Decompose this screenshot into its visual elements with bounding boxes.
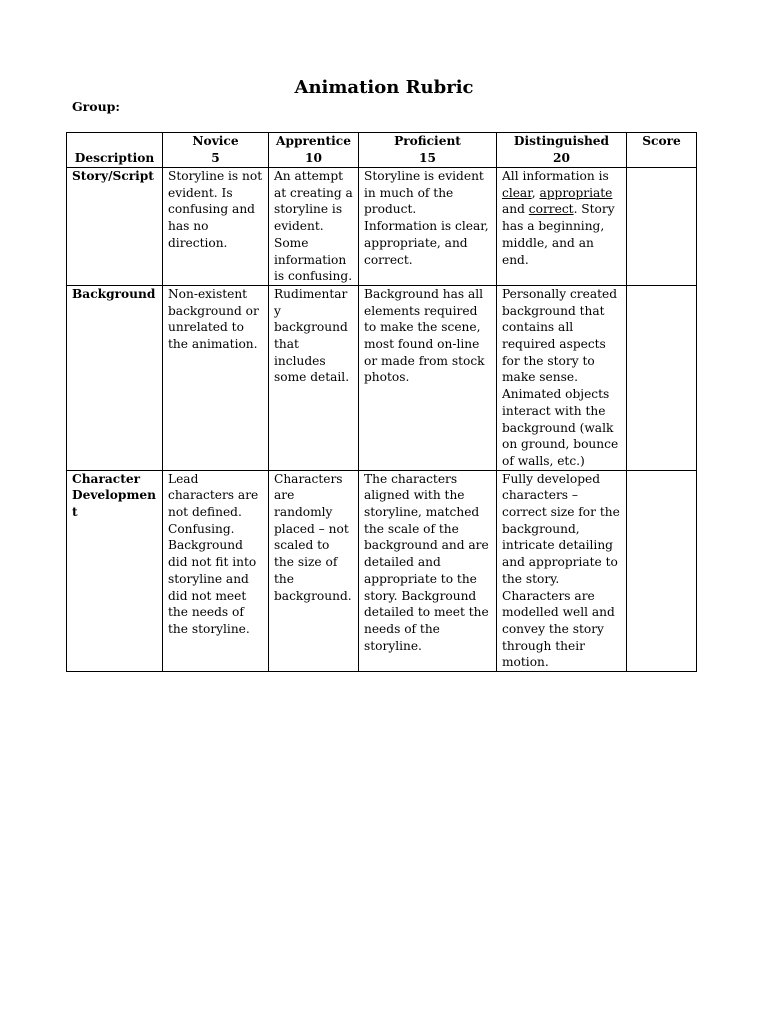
header-proficient	[359, 133, 497, 168]
cell-proficient: The characters aligned with the storyline, matched the scale of the background and are detailed and appropriate to the story. Background detailed to meet the needs of the storyline.	[359, 470, 497, 671]
header-distinguished-points: 20	[553, 150, 570, 165]
header-score: Score	[627, 133, 697, 168]
header-proficient-points: 15	[419, 150, 436, 165]
header-description: Description	[67, 133, 163, 168]
cell-score[interactable]	[627, 168, 697, 286]
underlined-word-clear: clear	[502, 185, 532, 200]
header-novice	[163, 133, 269, 168]
header-apprentice-name: Apprentice	[276, 134, 351, 148]
text-part: All information is	[502, 169, 609, 183]
header-apprentice	[269, 133, 359, 168]
row-label-character-development: Character Development	[67, 470, 163, 671]
table-row-story-script	[67, 168, 697, 286]
header-distinguished	[497, 133, 627, 168]
table-row-character-development	[67, 470, 697, 671]
group-label: Group:	[72, 99, 121, 114]
text-part: ,	[531, 185, 540, 200]
header-distinguished-name: Distinguished	[513, 134, 610, 148]
row-label-background: Background	[67, 285, 163, 470]
cell-apprentice: An attempt at creating a storyline is evident. Some information is confusing.	[269, 168, 359, 286]
rubric-table	[66, 132, 697, 672]
cell-score[interactable]	[627, 470, 697, 671]
cell-apprentice: Characters are randomly placed – not scaled to the size of the background.	[269, 470, 359, 671]
cell-novice: Lead characters are not defined. Confusing. Background did not fit into storyline and did not meet the needs of the storyline.	[163, 470, 269, 671]
header-novice-name: Novice	[192, 134, 239, 148]
cell-distinguished	[497, 168, 627, 286]
cell-novice: Storyline is not evident. Is confusing and has no direction.	[163, 168, 269, 286]
cell-distinguished: Fully developed characters – correct size for the background, intricate detailing and appropriate to the story. Characters are modelled well and convey the story through their motion.	[497, 470, 627, 671]
underlined-word-appropriate: appropriate	[539, 185, 613, 200]
cell-proficient: Storyline is evident in much of the product. Information is clear, appropriate, and correct.	[359, 168, 497, 286]
header-novice-points: 5	[211, 150, 220, 165]
header-apprentice-points: 10	[305, 150, 322, 165]
cell-apprentice: Rudimentary background that includes some detail.	[269, 285, 359, 470]
cell-novice: Non-existent background or unrelated to the animation.	[163, 285, 269, 470]
cell-score[interactable]	[627, 285, 697, 470]
cell-proficient: Background has all elements required to make the scene, most found on-line or made from stock photos.	[359, 285, 497, 470]
underlined-word-correct: correct	[528, 202, 574, 217]
text-part: . Story has a beginning, middle, and an end.	[502, 202, 615, 267]
table-row-background	[67, 285, 697, 470]
header-row	[67, 133, 697, 168]
cell-distinguished: Personally created background that contains all required aspects for the story to make sense. Animated objects interact with the background (walk on ground, bounce of walls, etc.)	[497, 285, 627, 470]
text-part: and	[502, 202, 529, 217]
page-title: Animation Rubric	[294, 77, 474, 98]
header-proficient-name: Proficient	[394, 134, 461, 148]
row-label-story-script: Story/Script	[67, 168, 163, 286]
